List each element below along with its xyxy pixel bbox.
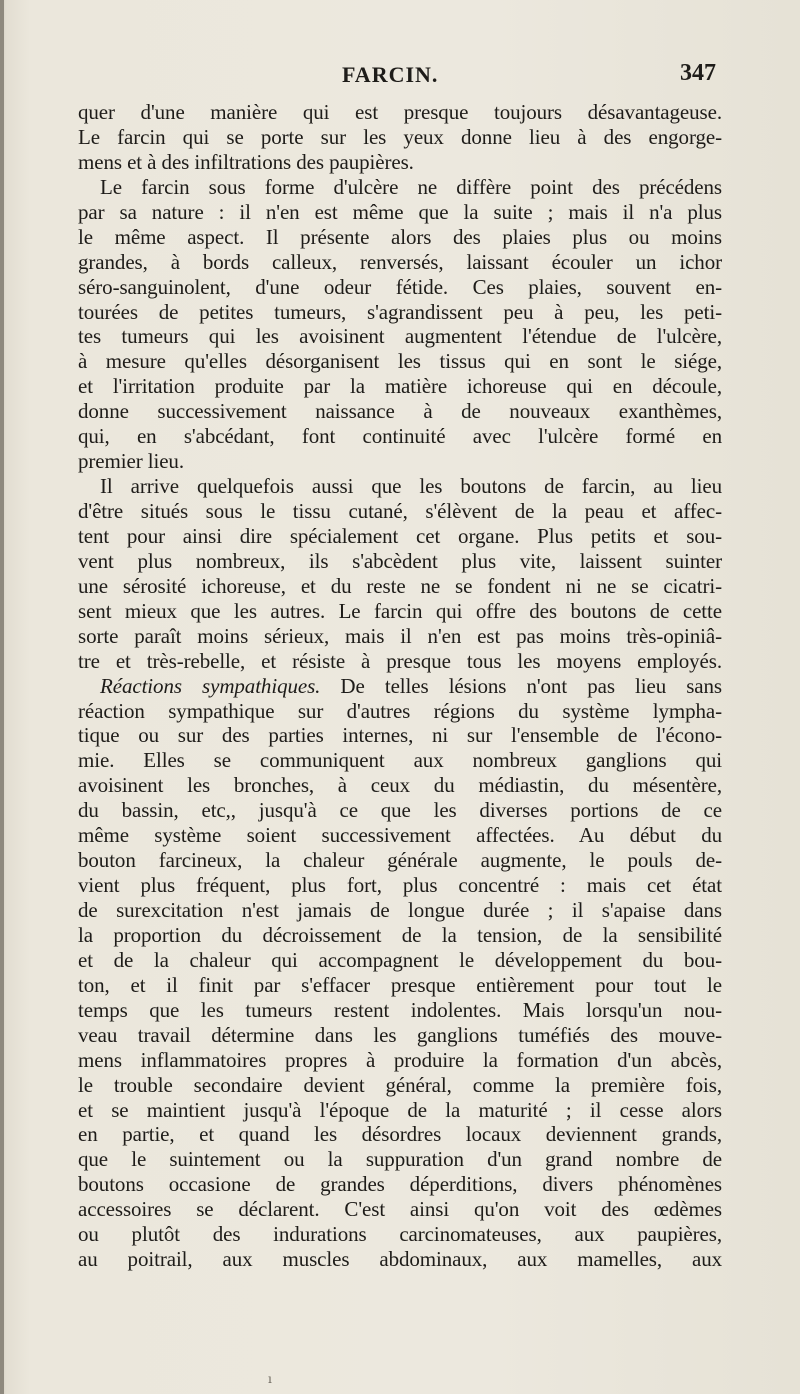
text-line: et l'irritation produite par la matière ichoreuse qui en découle, xyxy=(78,374,722,399)
text-line: et se maintient jusqu'à l'époque de la maturité ; il cesse alors xyxy=(78,1097,722,1122)
body-text xyxy=(78,100,722,1272)
text-line: tes tumeurs qui les avoisinent augmentent l'étendue de l'ulcère, xyxy=(78,324,722,349)
binding-edge xyxy=(0,0,4,1394)
text-line: Il arrive quelquefois aussi que les boutons de farcin, au lieu xyxy=(100,474,722,499)
text-line: et de la chaleur qui accompagnent le développement du bou- xyxy=(78,947,722,972)
text-line: au poitrail, aux muscles abdominaux, aux mamelles, aux xyxy=(78,1247,722,1272)
text-line: réaction sympathique sur d'autres régions du système lympha- xyxy=(78,698,722,723)
section-heading-reactions: Réactions sympathiques. xyxy=(100,673,321,698)
text-line: mie. Elles se communiquent aux nombreux ganglions qui xyxy=(78,748,722,773)
text-line: du bassin, etc,, jusqu'à ce que les diverses portions de ce xyxy=(78,798,722,823)
text-line: ou plutôt des indurations carcinomateuses, aux paupières, xyxy=(78,1222,722,1247)
ink-speck-mark: ı xyxy=(268,1372,272,1386)
text-line: sent mieux que les autres. Le farcin qui offre des boutons de cette xyxy=(78,598,722,623)
page-header xyxy=(80,58,720,98)
text-line: donne successivement naissance à de nouveaux exanthèmes, xyxy=(78,399,722,424)
text-line: avoisinent les bronches, à ceux du médiastin, du mésentère, xyxy=(78,773,722,798)
text-line: tique ou sur des parties internes, ni sur l'ensemble de l'écono- xyxy=(78,723,722,748)
running-head: FARCIN. xyxy=(342,62,439,87)
text-line: même système soient successivement affectées. Au début du xyxy=(78,823,722,848)
text-line: le trouble secondaire devient général, comme la première fois, xyxy=(78,1072,722,1097)
text-line: bouton farcineux, la chaleur générale augmente, le pouls de- xyxy=(78,848,722,873)
text-line: premier lieu. xyxy=(78,449,184,474)
text-line-rest: De telles lésions n'ont pas lieu sans xyxy=(320,673,722,698)
text-line: Le farcin sous forme d'ulcère ne diffère point des précédens xyxy=(100,174,722,199)
text-line: le même aspect. Il présente alors des plaies plus ou moins xyxy=(78,224,722,249)
text-line: tourées de petites tumeurs, s'agrandissent peu à peu, les peti- xyxy=(78,299,722,324)
text-line: grandes, à bords calleux, renversés, laissant écouler un ichor xyxy=(78,249,722,274)
text-line: d'être situés sous le tissu cutané, s'élèvent de la peau et affec- xyxy=(78,499,722,523)
text-line: par sa nature : il n'en est même que la suite ; mais il n'a plus xyxy=(78,199,722,224)
text-line: que le suintement ou la suppuration d'un grand nombre de xyxy=(78,1147,722,1172)
text-line: sorte paraît moins sérieux, mais il n'en est pas moins très-opiniâ- xyxy=(78,623,722,648)
text-line: de surexcitation n'est jamais de longue durée ; il s'apaise dans xyxy=(78,898,722,922)
text-line: temps que les tumeurs restent indolentes. Mais lorsqu'un nou- xyxy=(78,997,722,1022)
text-line: une sérosité ichoreuse, et du reste ne se fondent ni ne se cicatri- xyxy=(78,573,722,598)
text-line: ton, et il finit par s'effacer presque entièrement pour tout le xyxy=(78,972,722,997)
page-number: 347 xyxy=(680,60,716,86)
text-line: en partie, et quand les désordres locaux deviennent grands, xyxy=(78,1122,722,1147)
text-line: accessoires se déclarent. C'est ainsi qu'on voit des œdèmes xyxy=(78,1197,722,1222)
text-line xyxy=(78,674,722,699)
text-line: Le farcin qui se porte sur les yeux donne lieu à des engorge- xyxy=(78,124,722,149)
text-line: boutons occasione de grandes déperditions, divers phénomènes xyxy=(78,1172,722,1197)
text-line: mens et à des infiltrations des paupières. xyxy=(78,149,414,174)
text-line: à mesure qu'elles désorganisent les tissus qui en sont le siége, xyxy=(78,349,722,374)
text-line: quer d'une manière qui est presque toujours désavantageuse. xyxy=(78,100,722,124)
text-line: tent pour ainsi dire spécialement cet organe. Plus petits et sou- xyxy=(78,523,722,548)
text-line: qui, en s'abcédant, font continuité avec l'ulcère formé en xyxy=(78,424,722,449)
text-line: vent plus nombreux, ils s'abcèdent plus vite, laissent suinter xyxy=(78,548,722,573)
text-line: la proportion du décroissement de la tension, de la sensibilité xyxy=(78,922,722,947)
text-line: vient plus fréquent, plus fort, plus concentré : mais cet état xyxy=(78,873,722,898)
text-line: séro-sanguinolent, d'une odeur fétide. Ces plaies, souvent en- xyxy=(78,274,722,299)
text-line: veau travail détermine dans les ganglions tuméfiés des mouve- xyxy=(78,1022,722,1047)
text-line: tre et très-rebelle, et résiste à presque tous les moyens employés. xyxy=(78,648,722,673)
text-line: mens inflammatoires propres à produire la formation d'un abcès, xyxy=(78,1047,722,1072)
